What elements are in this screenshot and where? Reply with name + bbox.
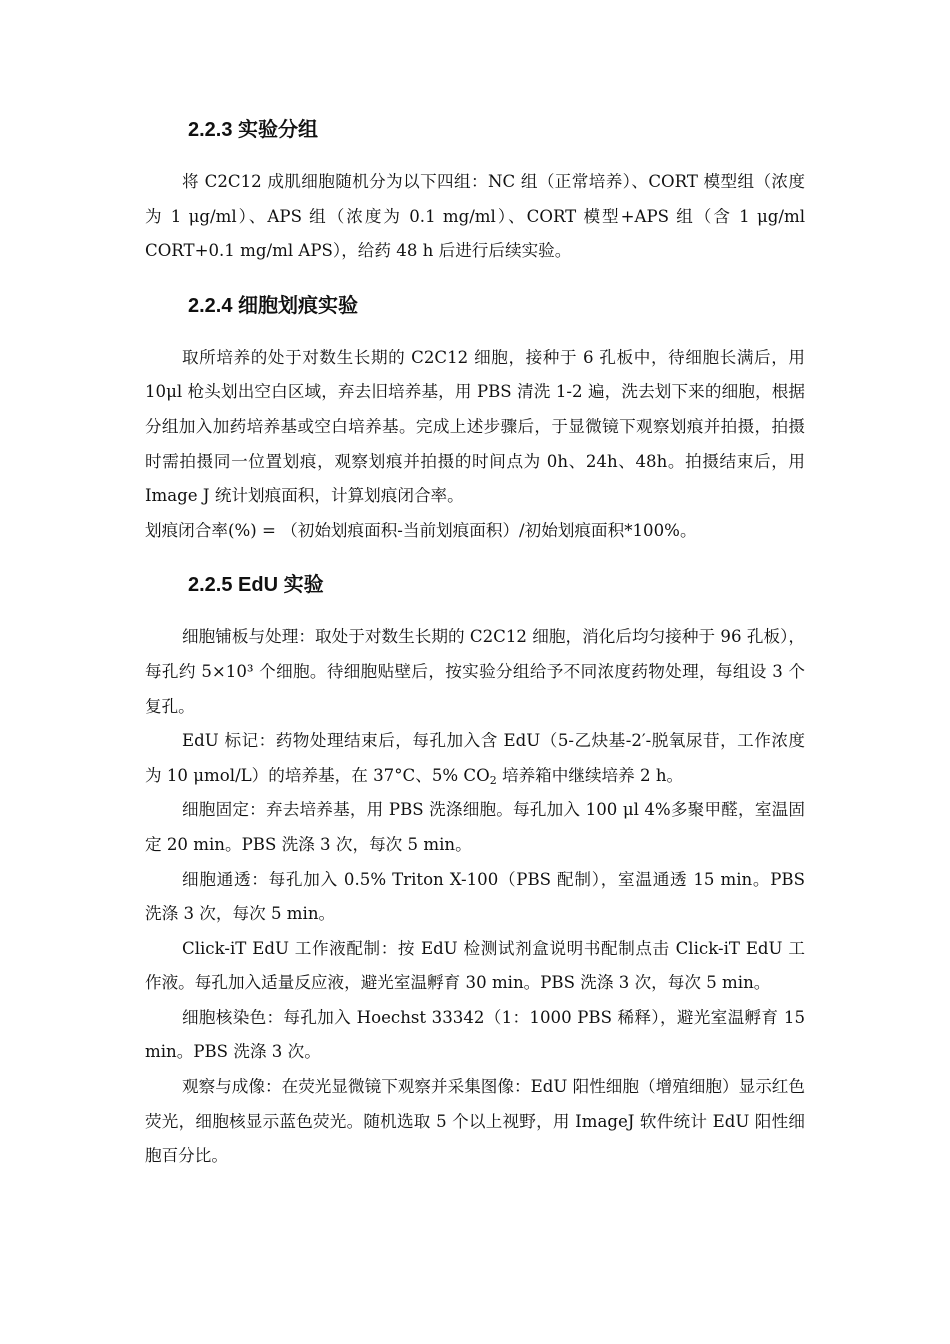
paragraph: 观察与成像：在荧光显微镜下观察并采集图像：EdU 阳性细胞（增殖细胞）显示红色荧光，细胞核显示蓝色荧光。随机选取 5 个以上视野，用 ImageJ 软件统计 EdU 阳性细胞百分比。 — [145, 1077, 805, 1166]
section-2-2-4 — [145, 291, 805, 549]
section-heading: 2.2.5 EdU 实验 — [188, 574, 324, 597]
text-run: EdU 标记：药物处理结束后，每孔加入含 EdU（5-乙炔基-2′-脱氧尿苷，工作浓度为 10 μmol/L）的培养基，在 37°C、5% CO — [145, 731, 805, 785]
document-page — [145, 115, 805, 1196]
paragraph: 取所培养的处于对数生长期的 C2C12 细胞，接种于 6 孔板中，待细胞长满后，用 10μl 枪头划出空白区域，弃去旧培养基，用 PBS 清洗 1-2 遍，洗去划下来的细胞，根据分组加入加药培养基或空白培养基。完成上述步骤后，于显微镜下观察划痕并拍摄，拍摄时需拍摄同一位置划痕，观察划痕并拍摄的时间点为 0h、24h、48h。拍摄结束后，用 Image J 统计划痕面积，计算划痕闭合率。 — [145, 347, 805, 506]
text-run: 培养箱中继续培养 2 h。 — [496, 765, 684, 785]
paragraph: 将 C2C12 成肌细胞随机分为以下四组：NC 组（正常培养）、CORT 模型组（浓度为 1 μg/ml）、APS 组（浓度为 0.1 mg/ml）、CORT 模型+APS 组（含 1 μg/ml CORT+0.1 mg/ml APS），给药 48 h 后进行后续实验。 — [145, 172, 805, 261]
paragraph: 细胞固定：弃去培养基，用 PBS 洗涤细胞。每孔加入 100 μl 4%多聚甲醛，室温固定 20 min。PBS 洗涤 3 次，每次 5 min。 — [145, 800, 805, 854]
paragraph — [145, 724, 805, 793]
section-heading: 2.2.4 细胞划痕实验 — [188, 294, 359, 317]
section-heading: 2.2.3 实验分组 — [188, 119, 319, 141]
paragraph: 细胞核染色：每孔加入 Hoechst 33342（1：1000 PBS 稀释），避光室温孵育 15 min。PBS 洗涤 3 次。 — [145, 1007, 805, 1062]
section-2-2-3 — [145, 115, 805, 269]
paragraph: 细胞通透：每孔加入 0.5% Triton X-100（PBS 配制），室温通透 15 min。PBS 洗涤 3 次，每次 5 min。 — [145, 869, 805, 924]
section-2-2-5 — [145, 570, 805, 1174]
paragraph: 细胞铺板与处理：取处于对数生长期的 C2C12 细胞，消化后均匀接种于 96 孔板），每孔约 5×10³ 个细胞。待细胞贴壁后，按实验分组给予不同浓度药物处理，每组设 3 个复孔。 — [145, 627, 805, 716]
paragraph: Click-iT EdU 工作液配制：按 EdU 检测试剂盒说明书配制点击 Click-iT EdU 工作液。每孔加入适量反应液，避光室温孵育 30 min。PBS 洗涤 3 次，每次 5 min。 — [145, 938, 805, 993]
subscript: 2 — [489, 773, 497, 787]
formula-paragraph: 划痕闭合率(%) = （初始划痕面积-当前划痕面积）/初始划痕面积*100%。 — [145, 520, 697, 540]
